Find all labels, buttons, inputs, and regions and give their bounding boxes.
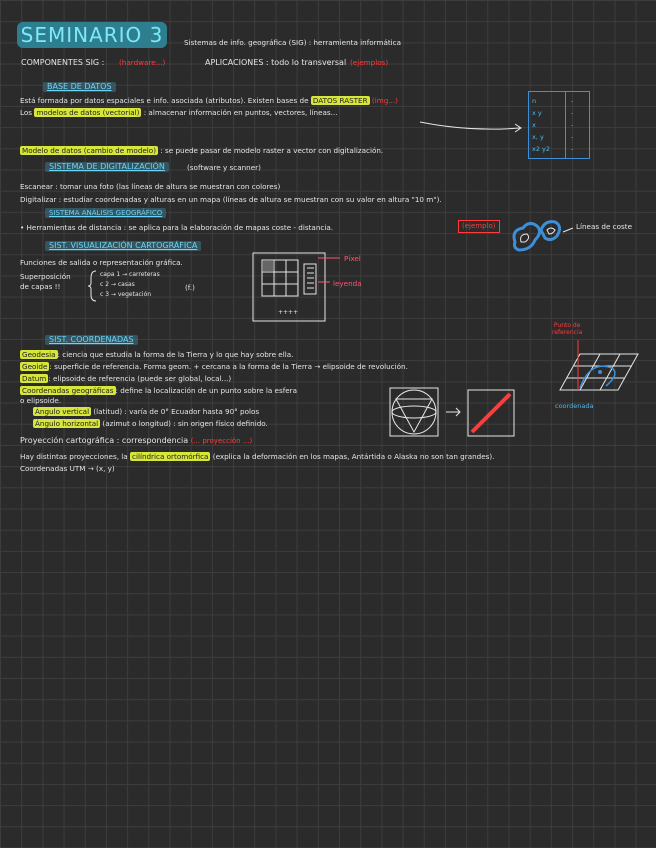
- brace: [88, 270, 98, 302]
- angulo-vertical-line: Ángulo vertical (latitud) : varía de 0° Ecuador hasta 90° polos: [35, 407, 260, 416]
- aplicaciones-label: APLICACIONES : todo lo transversal: [205, 58, 347, 67]
- componentes-label: COMPONENTES SIG :: [21, 58, 105, 67]
- digitalizacion-header: SISTEMA DE DIGITALIZACIÓN: [45, 162, 169, 172]
- datum-line: Datum : elipsoide de referencia (puede ser global, local...): [22, 374, 232, 383]
- cost-lines-drawing: [505, 212, 575, 262]
- capas-note: (f.): [185, 283, 195, 292]
- capa-3: c 3 → vegetación: [100, 291, 152, 298]
- sphere-projection-drawing: [388, 384, 523, 440]
- superposicion-label: Superposición de capas !!: [20, 272, 71, 291]
- analisis-line: • Herramientas de distancia : se aplica para la elaboración de mapas coste - distancia.: [20, 223, 334, 232]
- attribute-table: n x y x x, y x2 y2 - - - - -: [528, 91, 590, 159]
- ejemplo-badge: (ejemplo): [458, 220, 500, 233]
- svg-text:++++: ++++: [278, 309, 299, 316]
- lineas-coste-label: Líneas de coste: [576, 222, 633, 231]
- visualizacion-line: Funciones de salida o representación gráfica.: [20, 258, 183, 267]
- table-row: x y: [532, 109, 542, 117]
- proyeccion-line: Proyección cartográfica : correspondencia (... proyección ...): [20, 436, 253, 445]
- table-row: n: [532, 97, 537, 105]
- modelo-line: Modelo de datos (cambio de modelo) : se puede pasar de modelo raster a vector con digitalización.: [22, 146, 384, 155]
- utm-line: Coordenadas UTM → (x, y): [20, 464, 115, 473]
- digitalizar-line: Digitalizar : estudiar coordenadas y alturas en un mapa (líneas de altura se muestran con su valor en altura "10 m").: [20, 195, 442, 204]
- coordenada-label: coordenada: [555, 402, 594, 410]
- capa-1: capa 1 → carreteras: [100, 271, 160, 278]
- analisis-header: SISTEMA ANÁLISIS GEOGRÁFICO: [45, 208, 166, 218]
- punto-referencia-label: Punto de referencia: [552, 322, 583, 336]
- aplicaciones-red-note: (ejemplos): [350, 58, 389, 67]
- table-row: x: [532, 121, 536, 129]
- table-row: x2 y2: [532, 145, 551, 153]
- componentes-red-note: (hardware...): [119, 58, 166, 67]
- table-row: x, y: [532, 133, 544, 141]
- coord-geo-line: Coordenadas geográficas : define la localización de un punto sobre la esfera: [22, 386, 297, 395]
- geoide-line: Geoide : superficie de referencia. Forma geom. + cercana a la forma de la Tierra → elipsoide de revolución.: [22, 362, 408, 371]
- pixel-label: Píxel: [344, 254, 361, 263]
- capa-2: c 2 → casas: [100, 281, 135, 288]
- raster-grid-drawing: [252, 252, 332, 324]
- visualizacion-header: SIST. VISUALIZACIÓN CARTOGRÁFICA: [45, 241, 201, 251]
- geodesia-line: Geodesia : ciencia que estudia la forma de la Tierra y lo que hay sobre ella.: [22, 350, 294, 359]
- base-datos-header: BASE DE DATOS: [43, 82, 116, 92]
- hay-line: Hay distintas proyecciones, la cilíndrica ortomórfica (explica la deformación en los mapas, Antártida o Alaska no son tan grandes).: [20, 452, 495, 461]
- coordenadas-header: SIST. COORDENADAS: [45, 335, 138, 345]
- coord-geo-line2: o elipsoide.: [20, 396, 62, 405]
- escanear-line: Escanear : tomar una foto (las líneas de altura se muestran con colores): [20, 182, 281, 191]
- base-datos-line1: Está formada por datos espaciales e info. asociada (atributos). Existen bases de DATOS RASTER (img...): [20, 96, 398, 105]
- base-datos-line2: Los modelos de datos (vectorial) : almacenar información en puntos, vectores, líneas...: [20, 108, 338, 117]
- angulo-horizontal-line: Ángulo horizontal (azimut o longitud) : sin origen físico definido.: [35, 419, 268, 428]
- coordinate-grid-drawing: [550, 330, 640, 410]
- digitalizacion-note: (software y scanner): [187, 163, 261, 172]
- leyenda-label: leyenda: [333, 279, 362, 288]
- page-title: SEMINARIO 3: [17, 22, 167, 48]
- subtitle: Sistemas de info. geográfica (SIG) : herramienta informática: [184, 38, 402, 47]
